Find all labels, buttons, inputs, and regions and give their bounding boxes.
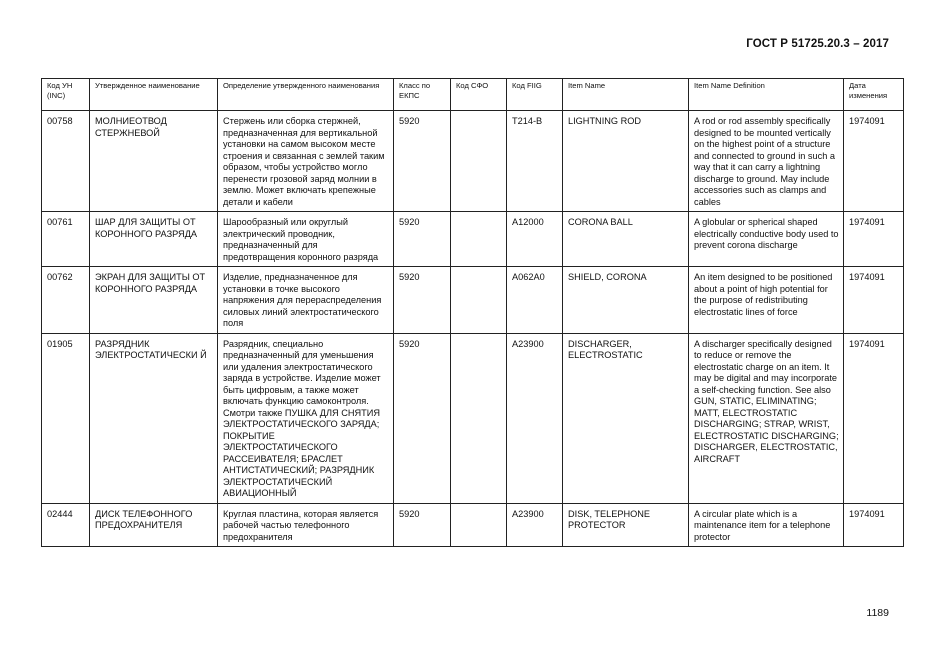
cell-name-ru: ДИСК ТЕЛЕФОННОГО ПРЕДОХРАНИТЕЛЯ bbox=[90, 503, 218, 547]
cell-item-name: CORONA BALL bbox=[563, 212, 689, 267]
cell-fiig: A23900 bbox=[507, 333, 563, 503]
cell-inc: 00761 bbox=[42, 212, 90, 267]
cell-definition-ru: Круглая пластина, которая является рабочей частью телефонного предохранителя bbox=[218, 503, 394, 547]
cell-class: 5920 bbox=[394, 267, 451, 334]
cell-class: 5920 bbox=[394, 111, 451, 212]
cell-definition-ru: Стержень или сборка стержней, предназначенная для вертикальной установки на самом высоком месте строения и связанная с землей таким образом, чтобы устройство могло перенести грозовой заряд молнии в землю. Может включать крепежные детали и кабели bbox=[218, 111, 394, 212]
catalog-table bbox=[41, 78, 904, 547]
cell-sfo bbox=[451, 111, 507, 212]
table-row bbox=[42, 212, 904, 267]
cell-name-ru: РАЗРЯДНИК ЭЛЕКТРОСТАТИЧЕСКИ Й bbox=[90, 333, 218, 503]
col-header-inc: Код УН (INC) bbox=[42, 79, 90, 111]
cell-class: 5920 bbox=[394, 212, 451, 267]
cell-name-ru: ЭКРАН ДЛЯ ЗАЩИТЫ ОТ КОРОННОГО РАЗРЯДА bbox=[90, 267, 218, 334]
col-header-class: Класс по ЕКПС bbox=[394, 79, 451, 111]
cell-item-name: DISCHARGER, ELECTROSTATIC bbox=[563, 333, 689, 503]
col-header-date: Дата изменения bbox=[844, 79, 904, 111]
cell-inc: 02444 bbox=[42, 503, 90, 547]
cell-definition-en: A circular plate which is a maintenance item for a telephone protector bbox=[689, 503, 844, 547]
cell-fiig: A12000 bbox=[507, 212, 563, 267]
cell-date: 1974091 bbox=[844, 212, 904, 267]
cell-sfo bbox=[451, 267, 507, 334]
table-row bbox=[42, 267, 904, 334]
page-number: 1189 bbox=[866, 607, 889, 619]
cell-date: 1974091 bbox=[844, 267, 904, 334]
cell-date: 1974091 bbox=[844, 111, 904, 212]
cell-sfo bbox=[451, 212, 507, 267]
col-header-definition-en: Item Name Definition bbox=[689, 79, 844, 111]
cell-definition-en: A rod or rod assembly specifically designed to be mounted vertically on the highest point of a structure and connected to ground in such a way that it can carry a lightning discharge to ground. May include accessories such as clamps and cables bbox=[689, 111, 844, 212]
col-header-fiig: Код FIIG bbox=[507, 79, 563, 111]
cell-definition-ru: Шарообразный или округлый электрический проводник, предназначенный для предотвращения коронного разряда bbox=[218, 212, 394, 267]
cell-fiig: A23900 bbox=[507, 503, 563, 547]
col-header-definition-ru: Определение утвержденного наименования bbox=[218, 79, 394, 111]
table-row bbox=[42, 503, 904, 547]
cell-item-name: DISK, TELEPHONE PROTECTOR bbox=[563, 503, 689, 547]
cell-class: 5920 bbox=[394, 333, 451, 503]
cell-date: 1974091 bbox=[844, 333, 904, 503]
table-header-row bbox=[42, 79, 904, 111]
cell-name-ru: ШАР ДЛЯ ЗАЩИТЫ ОТ КОРОННОГО РАЗРЯДА bbox=[90, 212, 218, 267]
document-header: ГОСТ Р 51725.20.3 – 2017 bbox=[746, 38, 889, 50]
col-header-name-ru: Утвержденное наименование bbox=[90, 79, 218, 111]
cell-definition-en: An item designed to be positioned about a point of high potential for the purpose of redistributing electrostatic lines of force bbox=[689, 267, 844, 334]
cell-definition-ru: Разрядник, специально предназначенный для уменьшения или удаления электростатического заряда в устройстве. Изделие может быть цифровым, а также может включать функцию самоконтроля. Смотри также ПУШКА ДЛЯ СНЯТИЯ ЭЛЕКТРОСТАТИЧЕСКОГО ЗАРЯДА; ПОКРЫТИЕ ЭЛЕКТРОСТАТИЧЕСКОГО РАССЕИВАТЕЛЯ; БРАСЛЕТ АНТИСТАТИЧЕСКИЙ; РАЗРЯДНИК ЭЛЕКТРОСТАТИЧЕСКИЙ АВИАЦИОННЫЙ bbox=[218, 333, 394, 503]
cell-item-name: LIGHTNING ROD bbox=[563, 111, 689, 212]
cell-fiig: A062A0 bbox=[507, 267, 563, 334]
cell-fiig: T214-B bbox=[507, 111, 563, 212]
cell-definition-en: A globular or spherical shaped electrically conductive body used to prevent corona discharge bbox=[689, 212, 844, 267]
cell-definition-ru: Изделие, предназначенное для установки в точке высокого напряжения для перераспределения силовых линий электростатического поля bbox=[218, 267, 394, 334]
col-header-sfo: Код СФО bbox=[451, 79, 507, 111]
col-header-item-name: Item Name bbox=[563, 79, 689, 111]
cell-item-name: SHIELD, CORONA bbox=[563, 267, 689, 334]
cell-name-ru: МОЛНИЕОТВОД СТЕРЖНЕВОЙ bbox=[90, 111, 218, 212]
cell-class: 5920 bbox=[394, 503, 451, 547]
cell-date: 1974091 bbox=[844, 503, 904, 547]
table-row bbox=[42, 333, 904, 503]
cell-inc: 00762 bbox=[42, 267, 90, 334]
cell-inc: 01905 bbox=[42, 333, 90, 503]
cell-sfo bbox=[451, 333, 507, 503]
table-row bbox=[42, 111, 904, 212]
cell-definition-en: A discharger specifically designed to reduce or remove the electrostatic charge on an item. It may be digital and may incorporate a self-checking function. See also GUN, STATIC, ELIMINATING; MATT, ELECTROSTATIC DISCHARGING; STRAP, WRIST, ELECTROSTATIC DISCHARGING; DISCHARGER, ELECTROSTATIC, AIRCRAFT bbox=[689, 333, 844, 503]
cell-sfo bbox=[451, 503, 507, 547]
cell-inc: 00758 bbox=[42, 111, 90, 212]
